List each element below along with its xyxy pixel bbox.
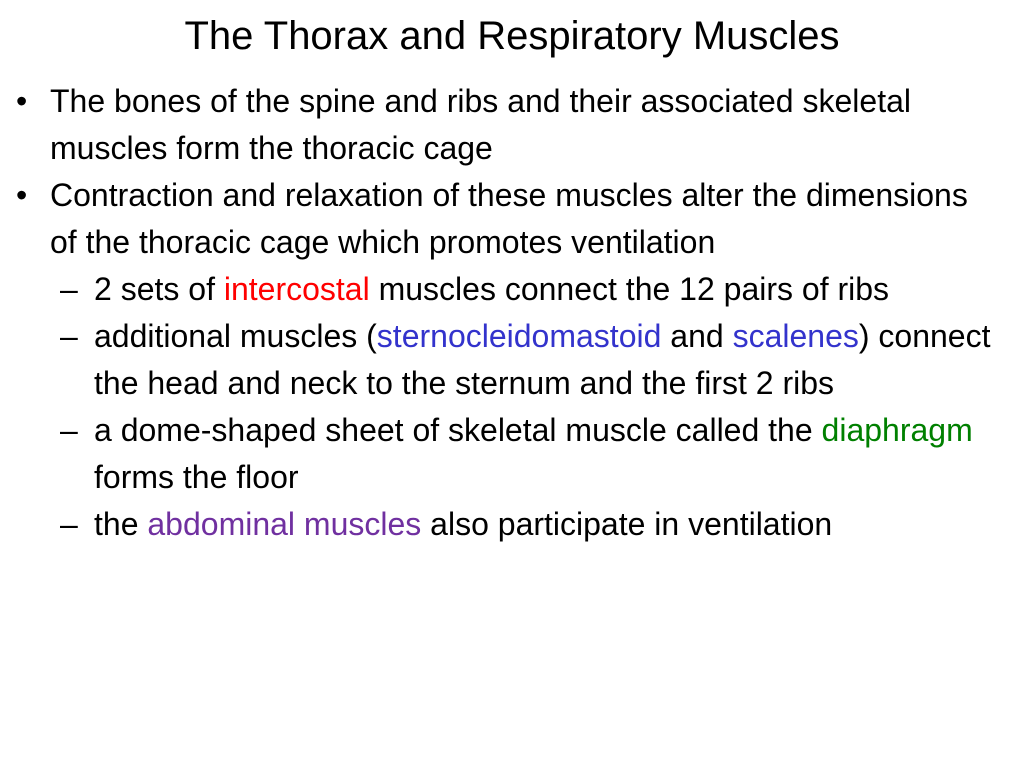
sub-bullet-text: additional muscles ( xyxy=(94,318,377,354)
sub-bullet-text: also participate in ventilation xyxy=(421,506,833,542)
sub-bullet-text: the xyxy=(94,506,148,542)
term-scalenes: scalenes xyxy=(732,318,859,354)
term-intercostal: intercostal xyxy=(223,271,370,307)
sub-bullet-item xyxy=(0,407,1016,501)
sub-bullet-item xyxy=(0,266,1016,313)
sub-bullet-item xyxy=(0,313,1016,407)
slide-title: The Thorax and Respiratory Muscles xyxy=(184,14,840,58)
bullet-text: Contraction and relaxation of these muscles alter the dimensions of the thoracic cage which promotes ventilation xyxy=(50,177,968,260)
sub-bullet-text: a dome-shaped sheet of skeletal muscle called the xyxy=(94,412,822,448)
sub-bullet-text: 2 sets of xyxy=(94,271,224,307)
bullet-item xyxy=(0,172,990,266)
bullet-marker: • xyxy=(16,83,28,119)
bullet-list xyxy=(0,78,1024,548)
sub-bullet-text: forms the floor xyxy=(94,459,299,495)
term-abdominal-muscles: abdominal muscles xyxy=(147,506,422,542)
sub-bullet-marker: – xyxy=(60,271,78,307)
sub-bullet-marker: – xyxy=(60,506,78,542)
term-sternocleidomastoid: sternocleidomastoid xyxy=(376,318,662,354)
bullet-item xyxy=(0,78,990,172)
term-diaphragm: diaphragm xyxy=(821,412,973,448)
sub-bullet-marker: – xyxy=(60,318,78,354)
sub-bullet-marker: – xyxy=(60,412,78,448)
sub-bullet-text: and xyxy=(661,318,733,354)
sub-bullet-item xyxy=(0,501,1016,548)
bullet-text: The bones of the spine and ribs and their associated skeletal muscles form the thoracic cage xyxy=(50,83,911,166)
sub-bullet-text: muscles connect the 12 pairs of ribs xyxy=(369,271,890,307)
sub-bullet-text: ) connect the head and neck to the sternum and the first 2 ribs xyxy=(94,318,991,401)
bullet-marker: • xyxy=(16,177,28,213)
